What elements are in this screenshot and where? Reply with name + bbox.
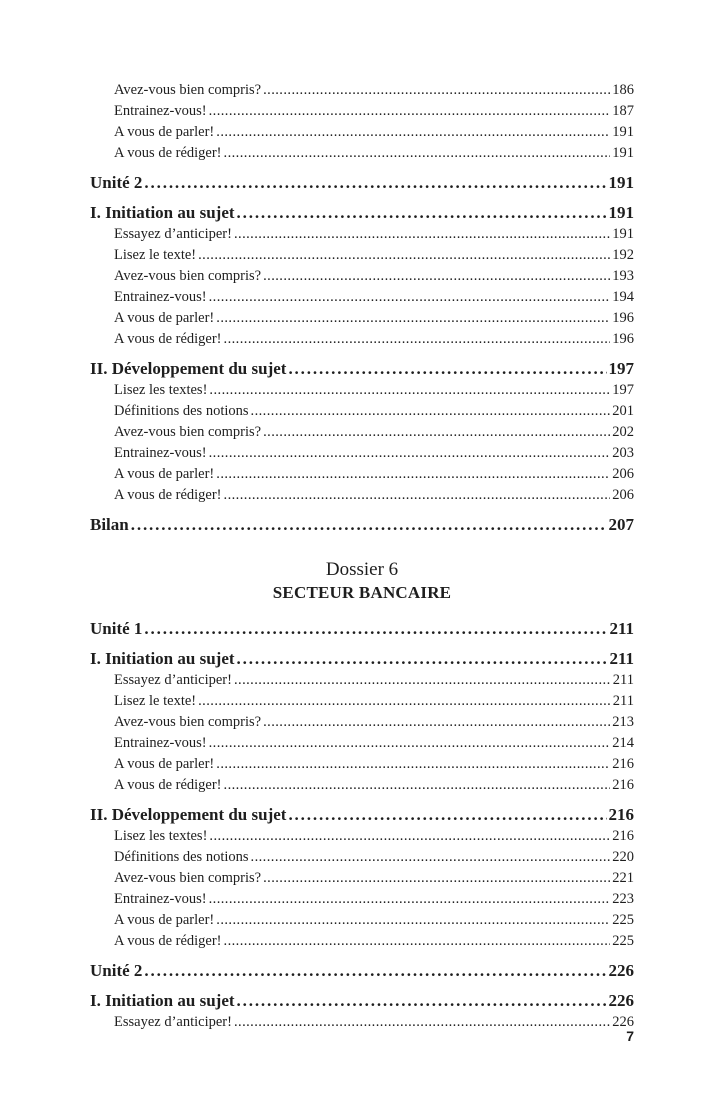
dot-leader bbox=[144, 618, 607, 640]
toc-entry-title: Lisez les textes! bbox=[114, 382, 208, 398]
toc-entry-title: Avez-vous bien compris? bbox=[114, 82, 262, 98]
dot-leader bbox=[288, 804, 606, 826]
toc-entry-title: A vous de parler! bbox=[114, 310, 215, 326]
dot-leader bbox=[263, 422, 610, 443]
dot-leader bbox=[251, 847, 611, 868]
toc-entry bbox=[90, 889, 634, 910]
dossier-title: SECTEUR BANCAIRE bbox=[272, 583, 452, 602]
toc-entry-page: 211 bbox=[612, 693, 634, 709]
toc-entry-page: 226 bbox=[612, 1014, 634, 1030]
toc-entry bbox=[90, 287, 634, 308]
toc-entry-page: 225 bbox=[612, 912, 634, 928]
toc-entry-title: A vous de parler! bbox=[114, 466, 215, 482]
toc-entry-page: 216 bbox=[612, 777, 634, 793]
toc-entry bbox=[90, 670, 634, 691]
toc-heading-page: 191 bbox=[608, 203, 634, 222]
dot-leader bbox=[144, 172, 606, 194]
toc-entry bbox=[90, 122, 634, 143]
toc-entry bbox=[90, 143, 634, 164]
toc-entry-page: 196 bbox=[612, 331, 634, 347]
toc-bilan-heading bbox=[90, 514, 634, 536]
dot-leader bbox=[209, 826, 610, 847]
toc-entry bbox=[90, 422, 634, 443]
toc-heading-title: Unité 2 bbox=[90, 961, 143, 980]
toc-entry-page: 221 bbox=[612, 870, 634, 886]
toc-entry-title: Avez-vous bien compris? bbox=[114, 268, 262, 284]
toc-entry-title: Entrainez-vous! bbox=[114, 445, 207, 461]
toc-entry bbox=[90, 308, 634, 329]
dot-leader bbox=[237, 990, 607, 1012]
table-of-contents bbox=[90, 80, 634, 1033]
toc-heading-page: 207 bbox=[608, 515, 634, 534]
toc-group-top bbox=[90, 80, 634, 164]
toc-entry-title: Lisez les textes! bbox=[114, 828, 208, 844]
toc-entry-title: Lisez le texte! bbox=[114, 247, 197, 263]
toc-entry bbox=[90, 931, 634, 952]
toc-entry bbox=[90, 826, 634, 847]
toc-entry bbox=[90, 329, 634, 350]
toc-entry-title: Avez-vous bien compris? bbox=[114, 870, 262, 886]
toc-entry-page: 197 bbox=[612, 382, 634, 398]
toc-unit-heading bbox=[90, 618, 634, 640]
toc-heading-title: Unité 2 bbox=[90, 173, 143, 192]
dot-leader bbox=[237, 648, 608, 670]
dot-leader bbox=[216, 122, 610, 143]
toc-section-heading bbox=[90, 358, 634, 380]
dot-leader bbox=[224, 931, 611, 952]
toc-heading-page: 226 bbox=[608, 961, 634, 980]
toc-entry-title: A vous de parler! bbox=[114, 756, 215, 772]
dot-leader bbox=[209, 889, 611, 910]
dot-leader bbox=[263, 712, 610, 733]
toc-entry-page: 213 bbox=[612, 714, 634, 730]
dot-leader bbox=[216, 754, 610, 775]
toc-heading-page: 216 bbox=[608, 805, 634, 824]
toc-entry-title: Définitions des notions bbox=[114, 849, 249, 865]
toc-heading-page: 197 bbox=[608, 359, 634, 378]
toc-entry-page: 192 bbox=[612, 247, 634, 263]
toc-entry bbox=[90, 868, 634, 889]
toc-entry bbox=[90, 910, 634, 931]
toc-unit-heading bbox=[90, 172, 634, 194]
dot-leader bbox=[209, 287, 611, 308]
toc-entry-page: 196 bbox=[612, 310, 634, 326]
toc-entry-title: Entrainez-vous! bbox=[114, 103, 207, 119]
toc-entry-title: A vous de rédiger! bbox=[114, 933, 222, 949]
toc-entry bbox=[90, 80, 634, 101]
dot-leader bbox=[216, 464, 610, 485]
toc-entry bbox=[90, 101, 634, 122]
dot-leader bbox=[224, 143, 611, 164]
toc-entry bbox=[90, 401, 634, 422]
toc-entry bbox=[90, 380, 634, 401]
toc-heading-title: Bilan bbox=[90, 515, 129, 534]
dot-leader bbox=[263, 868, 610, 889]
toc-entry bbox=[90, 266, 634, 287]
toc-entry bbox=[90, 775, 634, 796]
toc-entry-title: Avez-vous bien compris? bbox=[114, 714, 262, 730]
toc-entry bbox=[90, 847, 634, 868]
dossier-number: Dossier 6 bbox=[325, 559, 399, 580]
toc-heading-title: Unité 1 bbox=[90, 619, 143, 638]
dot-leader bbox=[216, 308, 610, 329]
dot-leader bbox=[209, 101, 611, 122]
toc-section-heading bbox=[90, 990, 634, 1012]
toc-entry-page: 186 bbox=[612, 82, 634, 98]
dot-leader bbox=[209, 443, 611, 464]
toc-entry-title: Entrainez-vous! bbox=[114, 891, 207, 907]
toc-entry-page: 191 bbox=[612, 145, 634, 161]
dot-leader bbox=[216, 910, 610, 931]
toc-entry-page: 220 bbox=[612, 849, 634, 865]
toc-heading-page: 211 bbox=[609, 619, 634, 638]
dot-leader bbox=[224, 485, 611, 506]
toc-entry-page: 193 bbox=[612, 268, 634, 284]
toc-heading-page: 226 bbox=[608, 991, 634, 1010]
dot-leader bbox=[198, 691, 611, 712]
toc-entry-page: 203 bbox=[612, 445, 634, 461]
toc-entry bbox=[90, 245, 634, 266]
toc-unit-heading bbox=[90, 960, 634, 982]
dot-leader bbox=[224, 775, 611, 796]
dot-leader bbox=[251, 401, 611, 422]
toc-entry-page: 187 bbox=[612, 103, 634, 119]
toc-entry-page: 191 bbox=[612, 124, 634, 140]
toc-heading-title: II. Développement du sujet bbox=[90, 359, 287, 378]
toc-entry bbox=[90, 443, 634, 464]
toc-section-heading bbox=[90, 804, 634, 826]
dossier-heading bbox=[90, 558, 634, 604]
toc-heading-title: I. Initiation au sujet bbox=[90, 649, 235, 668]
dot-leader bbox=[234, 224, 610, 245]
dot-leader bbox=[209, 733, 611, 754]
toc-entry bbox=[90, 754, 634, 775]
toc-entry bbox=[90, 691, 634, 712]
toc-entry-title: Définitions des notions bbox=[114, 403, 249, 419]
toc-entry-title: A vous de rédiger! bbox=[114, 487, 222, 503]
toc-entry-title: Essayez d’anticiper! bbox=[114, 226, 232, 242]
toc-entry-page: 223 bbox=[612, 891, 634, 907]
dot-leader bbox=[198, 245, 610, 266]
dot-leader bbox=[263, 266, 610, 287]
toc-entry-title: A vous de parler! bbox=[114, 124, 215, 140]
toc-heading-page: 191 bbox=[608, 173, 634, 192]
toc-entry bbox=[90, 224, 634, 245]
toc-entry-page: 206 bbox=[612, 466, 634, 482]
dot-leader bbox=[263, 80, 610, 101]
toc-entry-title: Essayez d’anticiper! bbox=[114, 1014, 232, 1030]
toc-entry-title: Lisez le texte! bbox=[114, 693, 197, 709]
toc-entry-page: 216 bbox=[612, 756, 634, 772]
toc-section-heading bbox=[90, 648, 634, 670]
toc-entry-title: Avez-vous bien compris? bbox=[114, 424, 262, 440]
toc-entry-page: 214 bbox=[612, 735, 634, 751]
toc-entry-title: A vous de parler! bbox=[114, 912, 215, 928]
toc-heading-title: II. Développement du sujet bbox=[90, 805, 287, 824]
toc-entry-title: Entrainez-vous! bbox=[114, 735, 207, 751]
dot-leader bbox=[234, 1012, 610, 1033]
toc-entry-title: A vous de rédiger! bbox=[114, 777, 222, 793]
toc-heading-page: 211 bbox=[609, 649, 634, 668]
toc-entry-page: 225 bbox=[612, 933, 634, 949]
toc-heading-title: I. Initiation au sujet bbox=[90, 991, 235, 1010]
toc-entry-page: 202 bbox=[612, 424, 634, 440]
toc-entry-page: 194 bbox=[612, 289, 634, 305]
dot-leader bbox=[288, 358, 606, 380]
toc-heading-title: I. Initiation au sujet bbox=[90, 203, 235, 222]
dot-leader bbox=[131, 514, 607, 536]
toc-section-heading bbox=[90, 202, 634, 224]
toc-entry-page: 206 bbox=[612, 487, 634, 503]
dot-leader bbox=[237, 202, 607, 224]
dot-leader bbox=[224, 329, 611, 350]
toc-entry-title: Entrainez-vous! bbox=[114, 289, 207, 305]
dot-leader bbox=[234, 670, 611, 691]
dot-leader bbox=[209, 380, 610, 401]
toc-entry-page: 191 bbox=[612, 226, 634, 242]
toc-entry bbox=[90, 733, 634, 754]
toc-entry bbox=[90, 1012, 634, 1033]
toc-entry-page: 201 bbox=[612, 403, 634, 419]
toc-entry-title: Essayez d’anticiper! bbox=[114, 672, 232, 688]
dot-leader bbox=[144, 960, 606, 982]
toc-entry-title: A vous de rédiger! bbox=[114, 331, 222, 347]
toc-entry bbox=[90, 712, 634, 733]
toc-entry-page: 211 bbox=[612, 672, 634, 688]
toc-entry-title: A vous de rédiger! bbox=[114, 145, 222, 161]
page-number: 7 bbox=[626, 1028, 634, 1044]
toc-entry-page: 216 bbox=[612, 828, 634, 844]
toc-entry bbox=[90, 485, 634, 506]
toc-entry bbox=[90, 464, 634, 485]
